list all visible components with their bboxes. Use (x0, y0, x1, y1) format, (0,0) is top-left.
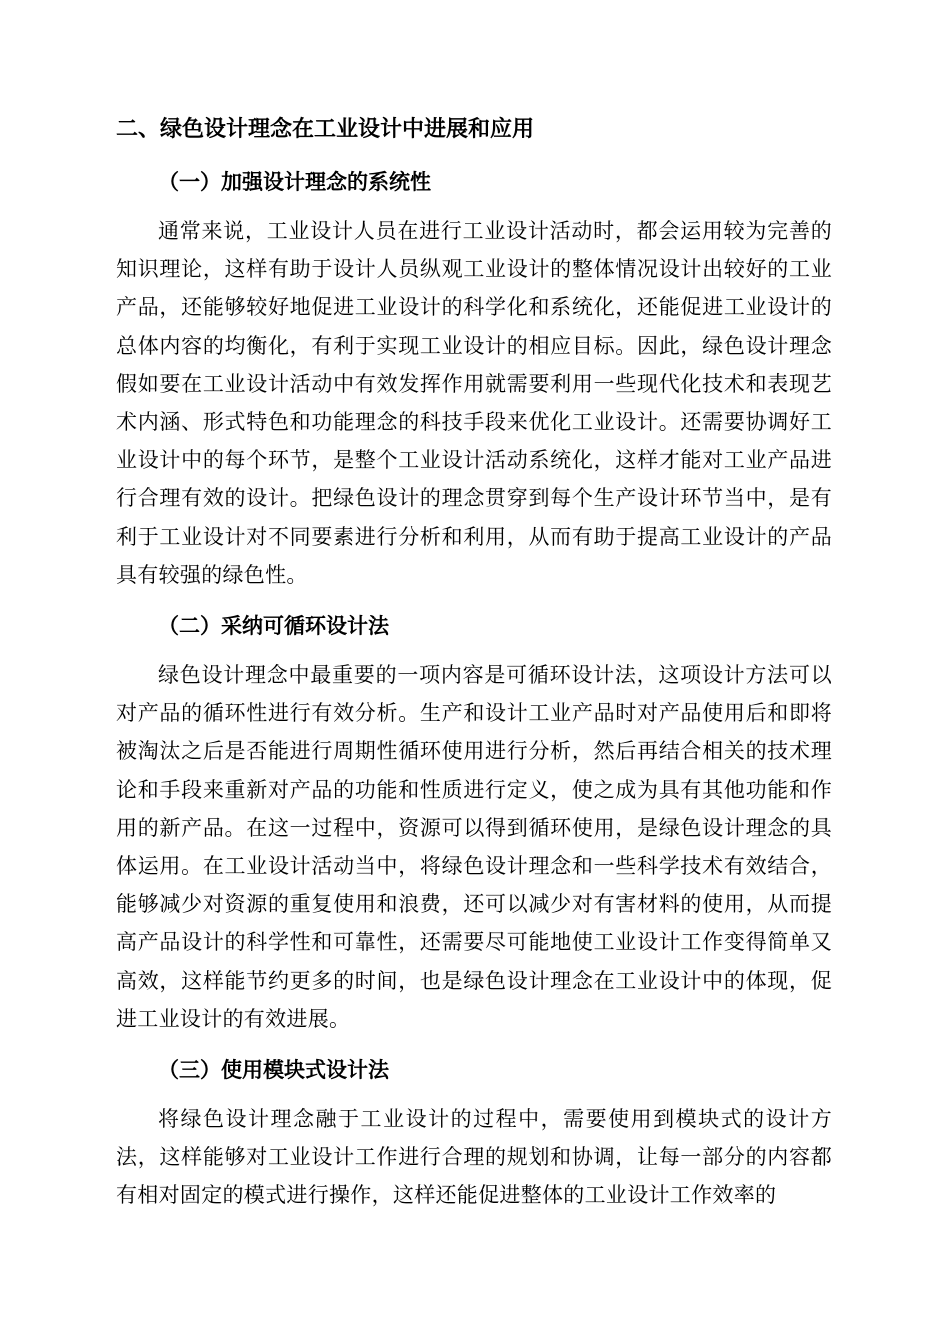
subsection-paragraph-1: 通常来说，工业设计人员在进行工业设计活动时，都会运用较为完善的知识理论，这样有助于设计人员纵观工业设计的整体情况设计出较好的工业产品，还能够较好地促进工业设计的科学化和系统化，还能促进工业设计的总体内容的均衡化，有利于实现工业设计的相应目标。因此，绿色设计理念假如要在工业设计活动中有效发挥作用就需要利用一些现代化技术和表现艺术内涵、形式特色和功能理念的科技手段来优化工业设计。还需要协调好工业设计中的每个环节，是整个工业设计活动系统化，这样才能对工业产品进行合理有效的设计。把绿色设计的理念贯穿到每个生产设计环节当中，是有利于工业设计对不同要素进行分析和利用，从而有助于提高工业设计的产品具有较强的绿色性。 (116, 219, 832, 587)
subsection-heading-3: （三）使用模块式设计法 (158, 1057, 389, 1083)
subsection-paragraph-2: 绿色设计理念中最重要的一项内容是可循环设计法，这项设计方法可以对产品的循环性进行有效分析。生产和设计工业产品时对产品使用后和即将被淘汰之后是否能进行周期性循环使用进行分析，然后再结合相关的技术理论和手段来重新对产品的功能和性质进行定义，使之成为具有其他功能和作用的新产品。在这一过程中，资源可以得到循环使用，是绿色设计理念的具体运用。在工业设计活动当中，将绿色设计理念和一些科学技术有效结合，能够减少对资源的重复使用和浪费，还可以减少对有害材料的使用，从而提高产品设计的科学性和可靠性，还需要尽可能地使工业设计工作变得简单又高效，这样能节约更多的时间，也是绿色设计理念在工业设计中的体现，促进工业设计的有效进展。 (116, 663, 832, 1031)
subsection-heading-2: （二）采纳可循环设计法 (158, 613, 389, 639)
subsection-paragraph-3: 将绿色设计理念融于工业设计的过程中，需要使用到模块式的设计方法，这样能够对工业设计工作进行合理的规划和协调，让每一部分的内容都有相对固定的模式进行操作，这样还能促进整体的工业设计工作效率的 (116, 1107, 832, 1208)
subsection-heading-1: （一）加强设计理念的系统性 (158, 169, 431, 194)
document-page (116, 108, 832, 1215)
spacer (116, 594, 832, 602)
spacer (116, 1038, 832, 1046)
section-heading: 二、绿色设计理念在工业设计中进展和应用 (116, 117, 535, 142)
